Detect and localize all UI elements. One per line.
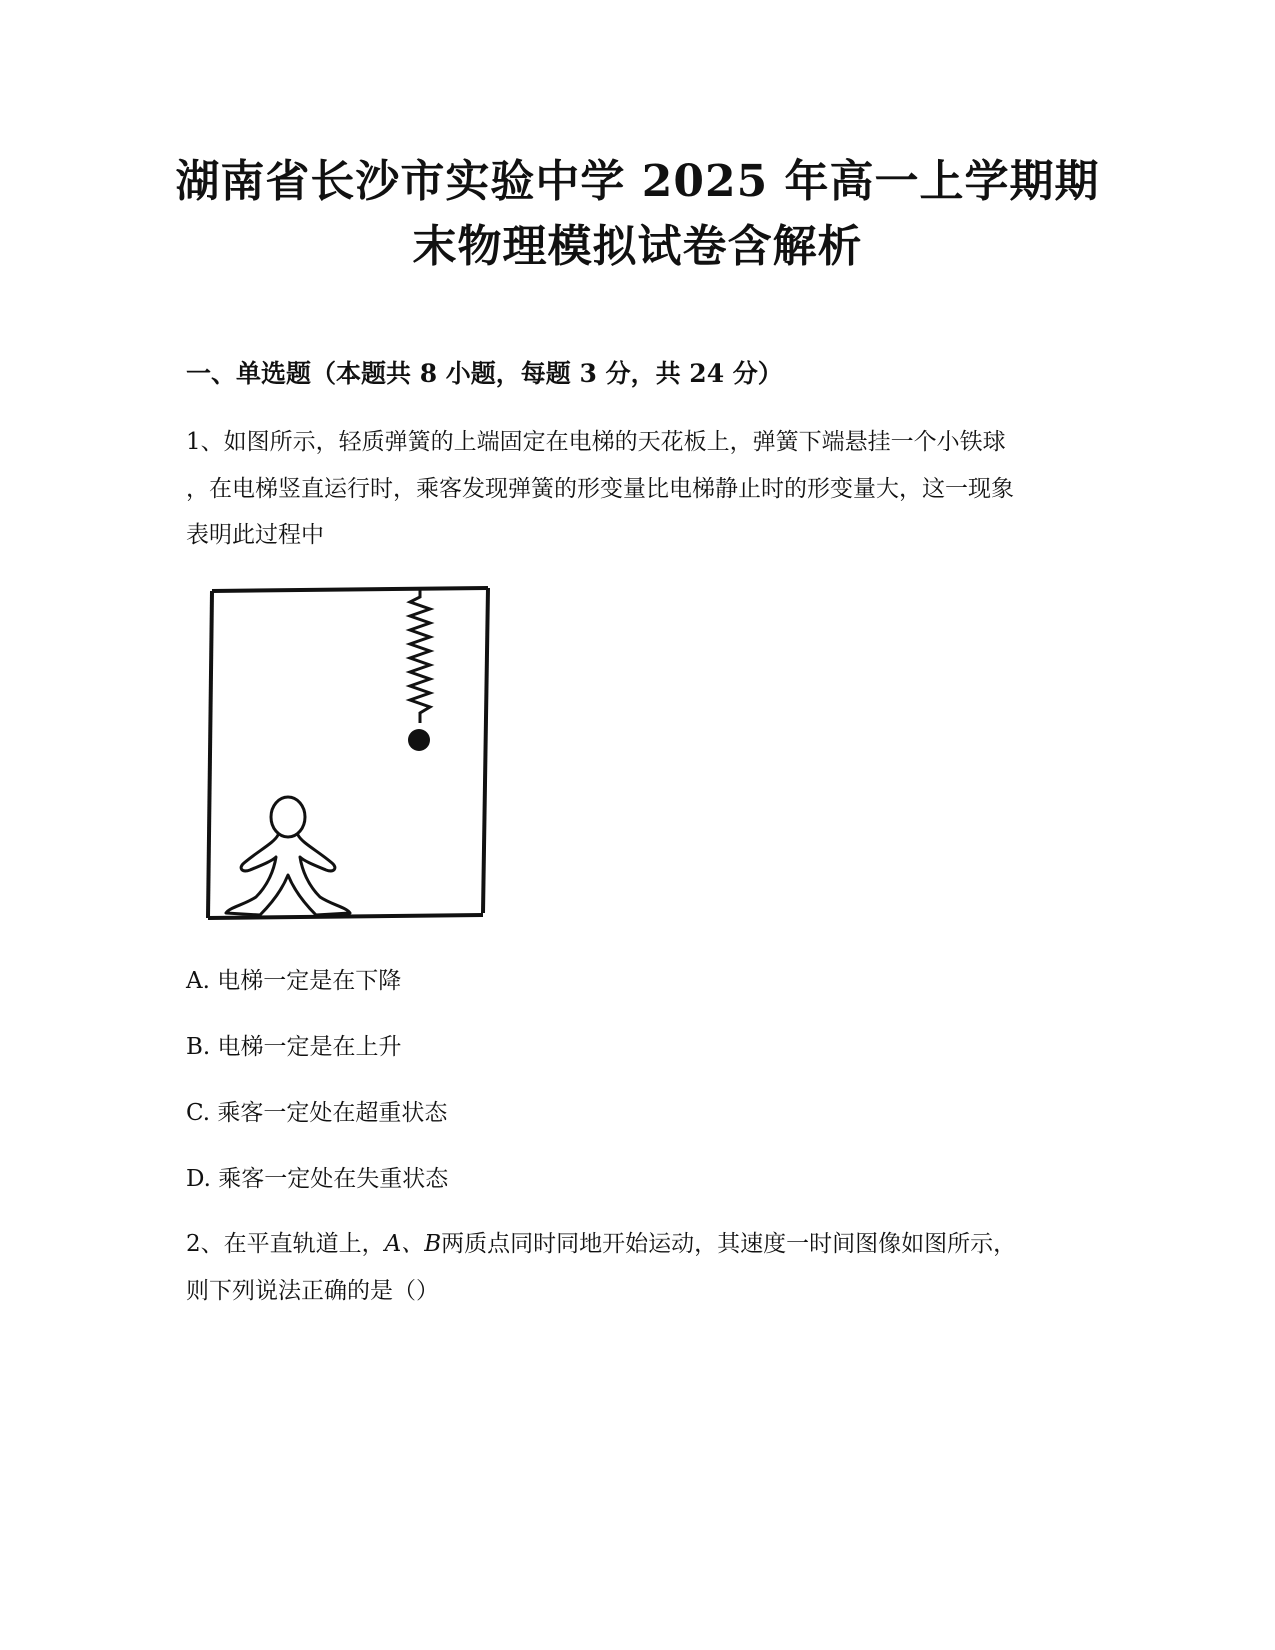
question-2-prefix: 2、在平直轨道上， bbox=[186, 1231, 385, 1257]
question-1-text-line-3: 表明此过程中 bbox=[186, 522, 324, 548]
question-2-text-line-1 bbox=[186, 1228, 1016, 1260]
option-d: D. 乘客一定处在失重状态 bbox=[186, 1166, 449, 1192]
document-title-line-2: 末物理模拟试卷含解析 bbox=[412, 221, 863, 272]
option-a: A. 电梯一定是在下降 bbox=[186, 968, 402, 994]
option-c: C. 乘客一定处在超重状态 bbox=[186, 1100, 448, 1126]
question-2-variables: A、B bbox=[384, 1231, 442, 1257]
question-2-suffix: 两质点同时同地开始运动，其速度一时间图像如图所示， bbox=[441, 1231, 1017, 1257]
document-title-line-1: 湖南省长沙市实验中学 2025 年高一上学期期 bbox=[175, 156, 1100, 207]
spring-icon bbox=[410, 590, 430, 723]
option-b: B. 电梯一定是在上升 bbox=[186, 1034, 402, 1060]
iron-ball-icon bbox=[408, 729, 430, 751]
question-2-text-line-2: 则下列说法正确的是（） bbox=[186, 1278, 439, 1304]
passenger-icon bbox=[226, 797, 350, 915]
question-1-text-line-2: ，在电梯竖直运行时，乘客发现弹簧的形变量比电梯静止时的形变量大，这一现象 bbox=[186, 476, 1014, 502]
section-heading: 一、单选题（本题共 8 小题，每题 3 分，共 24 分） bbox=[186, 359, 783, 388]
elevator-spring-figure bbox=[200, 585, 495, 925]
question-1-text-line-1: 1、如图所示，轻质弹簧的上端固定在电梯的天花板上，弹簧下端悬挂一个小铁球 bbox=[186, 429, 1006, 455]
